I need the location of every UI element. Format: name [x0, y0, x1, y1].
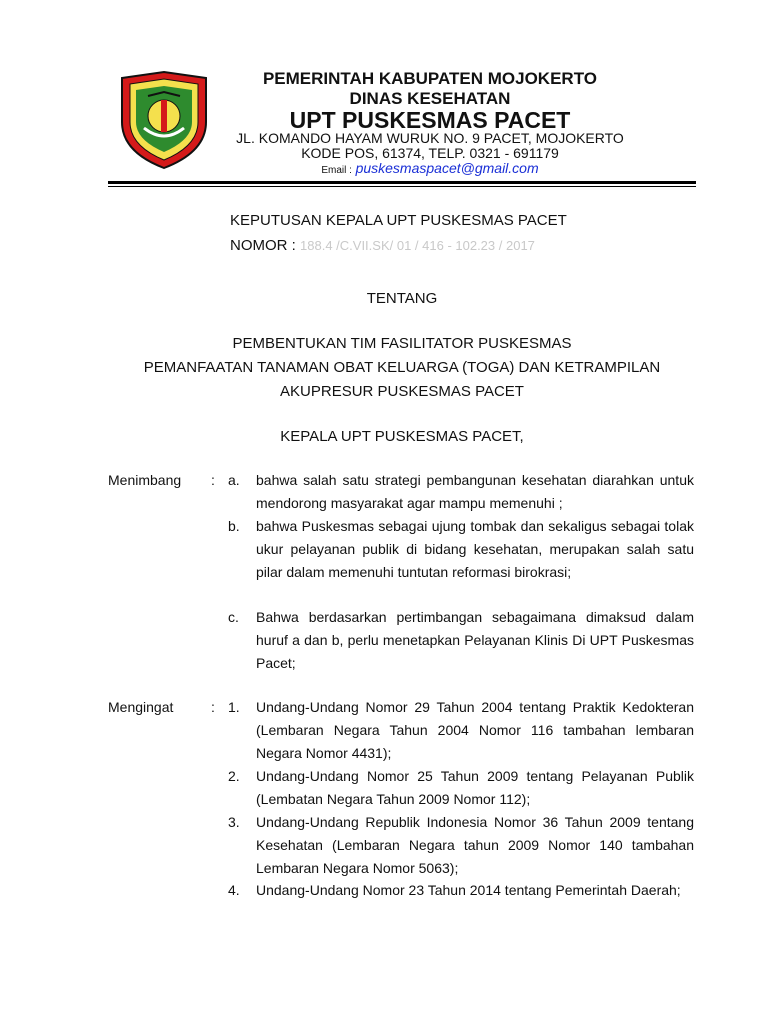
mengingat-item-1: Undang-Undang Nomor 29 Tahun 2004 tentang Praktik Kedokteran (Lembaran Negara Tahun 2004 Nomor 116 tambahan lembaran Negara Nomor 4431);	[256, 699, 694, 761]
mengingat-item-3: Undang-Undang Republik Indonesia Nomor 36 Tahun 2009 tentang Kesehatan (Lembaran Negara tahun 2009 Nomor 140 tambahan Lembaran Negara Nomor 5063);	[256, 814, 694, 876]
dept-name: DINAS KESEHATAN	[349, 89, 511, 108]
mengingat-label: Mengingat	[108, 699, 174, 715]
letterhead-rule-thick	[108, 181, 696, 184]
mengingat-colon: :	[211, 699, 215, 715]
subject-line-3: AKUPRESUR PUSKESMAS PACET	[280, 383, 524, 400]
decree-number-label: NOMOR :	[230, 237, 296, 254]
menimbang-colon: :	[211, 472, 215, 488]
tentang-heading: TENTANG	[366, 290, 438, 307]
mengingat-item-2: Undang-Undang Nomor 25 Tahun 2009 tentang Pelayanan Publik (Lembatan Negara Tahun 2009 Nomor 112);	[256, 768, 694, 807]
menimbang-marker-c: c.	[228, 609, 239, 625]
org-name: PEMERINTAH KABUPATEN MOJOKERTO	[262, 69, 598, 88]
subject-line-2: PEMANFAATAN TANAMAN OBAT KELUARGA (TOGA) DAN KETRAMPILAN	[143, 359, 661, 376]
email-row	[230, 161, 630, 176]
menimbang-label: Menimbang	[108, 472, 182, 488]
email-label: Email :	[321, 165, 352, 176]
unit-name: UPT PUSKESMAS PACET	[289, 107, 571, 133]
menimbang-marker-b: b.	[228, 518, 240, 534]
mengingat-item-4: Undang-Undang Nomor 23 Tahun 2014 tentang Pemerintah Daerah;	[256, 882, 681, 898]
menimbang-marker-a: a.	[228, 472, 240, 488]
decree-number	[230, 237, 535, 254]
regency-coat-of-arms-icon	[118, 70, 210, 170]
menimbang-item-c: Bahwa berdasarkan pertimbangan sebagaimana dimaksud dalam huruf a dan b, perlu menetapkan Pelayanan Klinis Di UPT Puskesmas Pacet;	[256, 609, 694, 671]
menimbang-item-b: bahwa Puskesmas sebagai ujung tombak dan sekaligus sebagai tolak ukur pelayanan publik di bidang kesehatan, merupakan salah satu pilar dalam memenuhi tuntutan reformasi birokrasi;	[256, 518, 694, 580]
letterhead-rule-thin	[108, 186, 696, 187]
menimbang-item-a: bahwa salah satu strategi pembangunan kesehatan diarahkan untuk mendorong masyarakat agar mampu memenuhi ;	[256, 472, 694, 511]
postal-phone: KODE POS, 61374, TELP. 0321 - 691179	[301, 145, 559, 161]
decree-number-value: 188.4 /C.VII.SK/ 01 / 416 - 102.23 / 2017	[300, 238, 535, 253]
email-link[interactable]: puskesmaspacet@gmail.com	[355, 160, 539, 176]
decree-title: KEPUTUSAN KEPALA UPT PUSKESMAS PACET	[230, 212, 567, 229]
authority-heading: KEPALA UPT PUSKESMAS PACET,	[280, 428, 524, 445]
mengingat-marker-2: 2.	[228, 768, 240, 784]
mengingat-marker-4: 4.	[228, 882, 240, 898]
address: JL. KOMANDO HAYAM WURUK NO. 9 PACET, MOJOKERTO	[236, 130, 624, 146]
mengingat-marker-1: 1.	[228, 699, 240, 715]
mengingat-marker-3: 3.	[228, 814, 240, 830]
subject-line-1: PEMBENTUKAN TIM FASILITATOR PUSKESMAS	[232, 335, 572, 352]
